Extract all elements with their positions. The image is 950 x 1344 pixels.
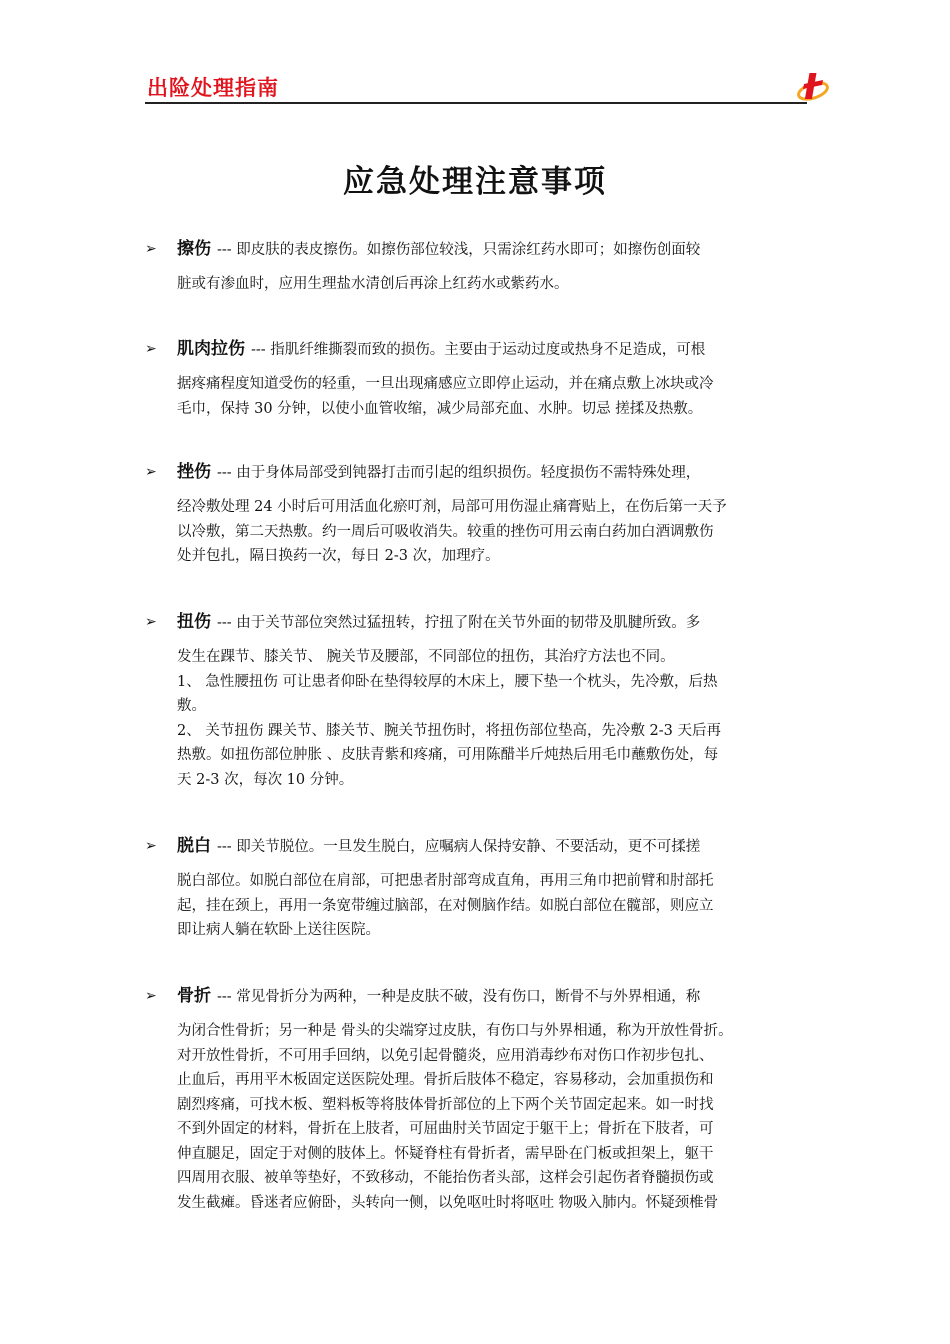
section-term: 擦伤 [177,239,211,259]
bullet-arrow-icon: ➢ [145,464,157,480]
body-line: 为闭合性骨折；另一种是 骨头的尖端穿过皮肤，有伤口与外界相通，称为开放性骨折。 [177,1023,733,1039]
section-lead [177,337,810,362]
section-body [177,495,810,569]
section [145,834,810,943]
section [145,984,810,1215]
company-logo-icon [796,70,832,106]
body-line: 天 2-3 次，每次 10 分钟。 [177,771,354,788]
section-lead-text: --- 指肌纤维撕裂而致的损伤。主要由于运动过度或热身不足造成，可根 [251,342,706,358]
body-line: 对开放性骨折，不可用手回纳，以免引起骨髓炎，应用消毒纱布对伤口作初步包扎、 [177,1047,714,1064]
body-line: 据疼痛程度知道受伤的轻重，一旦出现痛感应立即停止运动，并在痛点敷上冰块或冷 [177,376,714,392]
header-title: 出险处理指南 [147,76,279,100]
section-term: 挫伤 [177,462,211,482]
section-term: 肌肉拉伤 [177,339,245,359]
section-lead [177,460,810,485]
body-line: 敷。 [177,698,206,714]
section [145,610,810,792]
section-body [177,645,810,792]
body-line: 以冷敷，第二天热敷。约一周后可吸收消失。较重的挫伤可用云南白药加白酒调敷伤 [177,523,714,540]
bullet-arrow-icon: ➢ [145,838,157,854]
section-lead-text: --- 由于身体局部受到钝器打击而引起的组织损伤。轻度损伤不需特殊处理， [217,465,701,481]
section-term: 脱白 [177,836,211,856]
section-lead-text: --- 即关节脱位。一旦发生脱白，应嘱病人保持安静、不要活动，更不可揉搓 [217,839,701,855]
body-line: 热敷。如扭伤部位肿胀 、皮肤青紫和疼痛，可用陈醋半斤炖热后用毛巾蘸敷伤处，每 [177,747,719,763]
section-lead [177,610,810,635]
body-line: 发生在踝节、膝关节、 腕关节及腰部，不同部位的扭伤，其治疗方法也不同。 [177,649,675,665]
body-line: 即让病人躺在软卧上送往医院。 [177,922,380,938]
body-line: 起，挂在颈上，再用一条宽带缠过脑部，在对侧脑作结。如脱白部位在髋部，则应立 [177,897,714,914]
body-line: 伸直腿足，固定于对侧的肢体上。怀疑脊柱有骨折者，需早卧在门板或担架上，躯干 [177,1145,714,1162]
section [145,337,810,421]
bullet-arrow-icon: ➢ [145,341,157,357]
body-line: 止血后，再用平木板固定送医院处理。骨折后肢体不稳定，容易移动，会加重损伤和 [177,1072,714,1088]
section-term: 扭伤 [177,612,211,632]
section-body [177,1019,810,1215]
bullet-arrow-icon: ➢ [145,241,157,257]
section-body [177,869,810,943]
body-line: 四周用衣服、被单等垫好，不致移动，不能抬伤者头部，这样会引起伤者脊髓损伤或 [177,1170,714,1186]
document-title: 应急处理注意事项 [343,164,607,200]
section-lead [177,984,810,1009]
body-line: 剧烈疼痛，可找木板、塑料板等将肢体骨折部位的上下两个关节固定起来。如一时找 [177,1096,714,1113]
body-line: 发生截瘫。昏迷者应俯卧，头转向一侧，以免呕吐时将呕吐 物吸入肺内。怀疑颈椎骨 [177,1194,719,1211]
body-line: 1、 急性腰扭伤 可让患者仰卧在垫得较厚的木床上，腰下垫一个枕头，先冷敷，后热 [177,673,718,690]
section-lead-text: --- 即皮肤的表皮擦伤。如擦伤部位较浅，只需涂红药水即可；如擦伤创面较 [217,242,701,258]
section [145,237,810,297]
bullet-arrow-icon: ➢ [145,988,157,1004]
section [145,460,810,569]
body-line: 脏或有渗血时，应用生理盐水清创后再涂上红药水或紫药水。 [177,276,569,292]
body-line: 2、 关节扭伤 踝关节、膝关节、腕关节扭伤时，将扭伤部位垫高，先冷敷 2-3 天后再 [177,722,722,739]
body-line: 毛巾，保持 30 分钟，以使小血管收缩，减少局部充血、水肿。切忌 搓揉及热敷。 [177,400,703,417]
section-body [177,272,810,297]
body-line: 不到外固定的材料，骨折在上肢者，可屈曲肘关节固定于躯干上；骨折在下肢者，可 [177,1121,714,1137]
section-body [177,372,810,421]
section-lead-text: --- 常见骨折分为两种，一种是皮肤不破，没有伤口，断骨不与外界相通，称 [217,989,701,1005]
section-lead-text: --- 由于关节部位突然过猛扭转，拧扭了附在关节外面的韧带及肌腱所致。多 [217,615,701,631]
section-lead [177,237,810,262]
section-lead [177,834,810,859]
section-term: 骨折 [177,986,211,1006]
body-line: 脱白部位。如脱白部位在肩部，可把患者肘部弯成直角，再用三角巾把前臂和肘部托 [177,873,714,889]
body-line: 经冷敷处理 24 小时后可用活血化瘀叮剂，局部可用伤湿止痛膏贴上，在伤后第一天予 [177,499,727,515]
header-rule [145,102,807,104]
body-line: 处并包扎，隔日换药一次，每日 2-3 次，加理疗。 [177,548,500,564]
bullet-arrow-icon: ➢ [145,614,157,630]
